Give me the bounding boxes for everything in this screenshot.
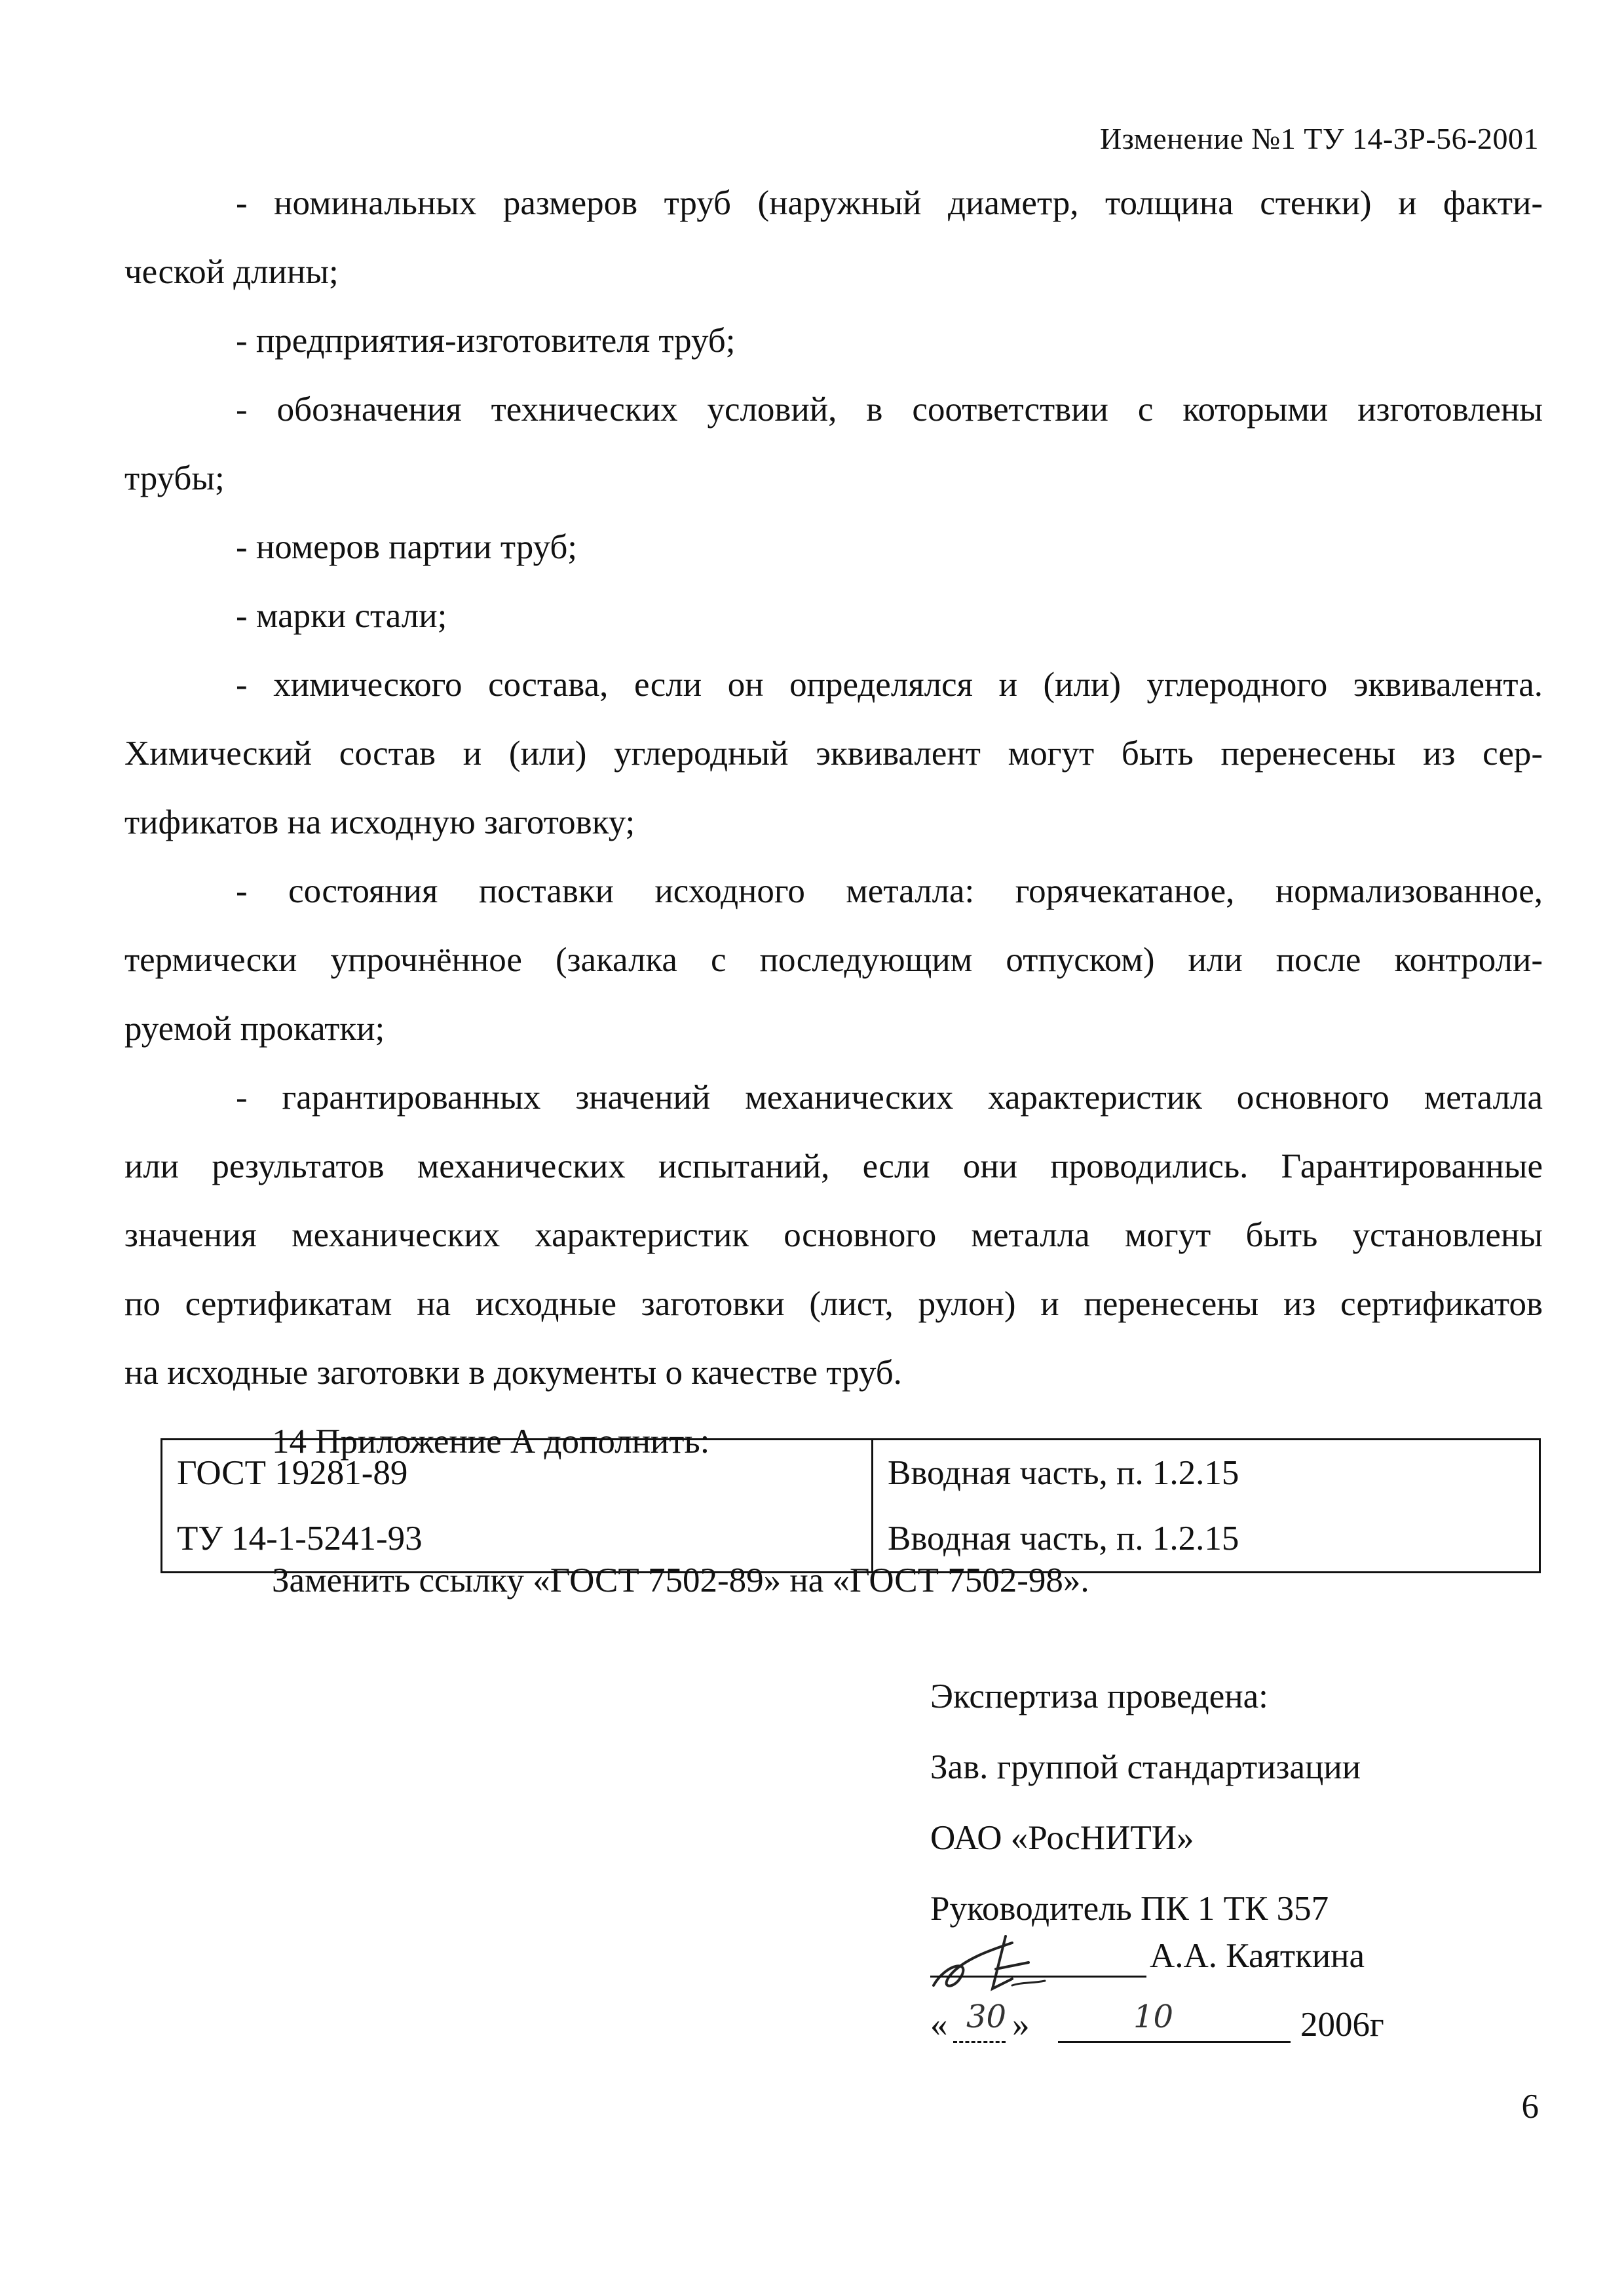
text-line: - номеров партии труб; bbox=[236, 528, 578, 566]
text-line: тификатов на исходную заготовку; bbox=[124, 803, 635, 841]
signature-block bbox=[930, 1661, 1361, 1944]
date-open-quote: « bbox=[930, 2006, 948, 2044]
table-cell-section: Вводная часть, п. 1.2.15 bbox=[873, 1440, 1540, 1506]
replace-note: Заменить ссылку «ГОСТ 7502-89» на «ГОСТ 7502-98». bbox=[272, 1561, 1089, 1599]
position-label: Зав. группой стандартизации bbox=[930, 1748, 1361, 1786]
date-month-line bbox=[1058, 2041, 1291, 2043]
text-line: термически упрочнённое (закалка с последующим отпуском) или после контроли- bbox=[124, 941, 1543, 979]
text-line: - обозначения технических условий, в соответствии с которыми изготовлены bbox=[236, 391, 1543, 429]
text-line: - гарантированных значений механических характеристик основного металла bbox=[236, 1079, 1543, 1117]
text-line: по сертификатам на исходные заготовки (лист, рулон) и перенесены из сертификатов bbox=[124, 1285, 1543, 1323]
signature-line bbox=[930, 1976, 1146, 1978]
text-line: - марки стали; bbox=[236, 597, 447, 635]
date-day-line bbox=[953, 2041, 1006, 2043]
reference-table bbox=[161, 1438, 1541, 1573]
date-year: 2006г bbox=[1300, 2006, 1384, 2044]
text-line: - номинальных размеров труб (наружный диаметр, толщина стенки) и факти- bbox=[236, 184, 1543, 222]
table-cell-ref: ТУ 14-1-5241-93 bbox=[162, 1506, 873, 1573]
appendix-heading: 14 Приложение А дополнить: bbox=[272, 1423, 710, 1461]
text-line: на исходные заготовки в документы о качестве труб. bbox=[124, 1354, 902, 1392]
organization-label: ОАО «РосНИТИ» bbox=[930, 1819, 1194, 1857]
text-line: трубы; bbox=[124, 459, 225, 497]
date-month: 10 bbox=[1133, 1999, 1174, 2035]
text-line: значения механических характеристик основного металла могут быть установлены bbox=[124, 1216, 1543, 1254]
document-header: Изменение №1 ТУ 14-3Р-56-2001 bbox=[1099, 122, 1539, 155]
committee-label: Руководитель ПК 1 ТК 357 bbox=[930, 1890, 1329, 1928]
text-line: ческой длины; bbox=[124, 253, 339, 291]
text-line: - химического состава, если он определялся и (или) углеродного эквивалента. bbox=[236, 666, 1543, 704]
date-day: 30 bbox=[966, 1999, 1007, 2035]
signer-name: А.А. Каяткина bbox=[1150, 1937, 1365, 1975]
text-line: - предприятия-изготовителя труб; bbox=[236, 322, 736, 360]
date-close-quote: » bbox=[1012, 2006, 1030, 2044]
table-row bbox=[162, 1440, 1540, 1506]
text-line: - состояния поставки исходного металла: горячекатаное, нормализованное, bbox=[236, 872, 1543, 910]
expertise-label: Экспертиза проведена: bbox=[930, 1677, 1268, 1715]
page-number: 6 bbox=[1521, 2088, 1539, 2126]
text-line: Химический состав и (или) углеродный эквивалент могут быть перенесены из сер- bbox=[124, 735, 1543, 773]
text-line: или результатов механических испытаний, если они проводились. Гарантированные bbox=[124, 1147, 1543, 1185]
text-line: руемой прокатки; bbox=[124, 1010, 385, 1048]
table-cell-ref: ГОСТ 19281-89 bbox=[162, 1440, 873, 1506]
table-cell-section: Вводная часть, п. 1.2.15 bbox=[873, 1506, 1540, 1573]
